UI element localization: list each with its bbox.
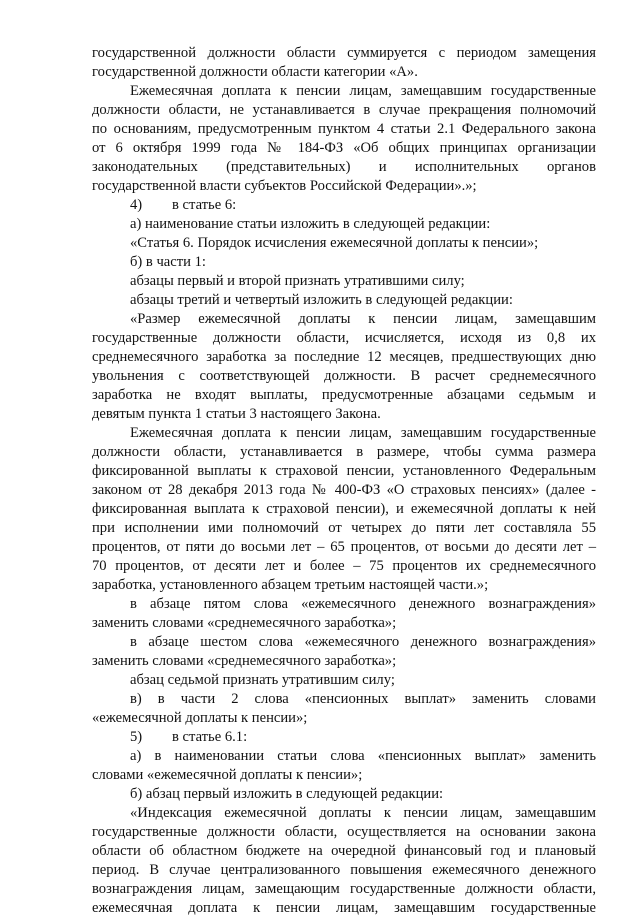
text-line: абзацы третий и четвертый изложить в следующей редакции: [130, 292, 513, 308]
text-line: «Статья 6. Порядок исчисления ежемесячной доплаты к пенсии»; [130, 235, 539, 251]
text-line: «Размер ежемесячной доплаты к пенсии лицам, замещавшим [130, 311, 596, 327]
text-line: в) в части 2 слова «пенсионных выплат» заменить словами [130, 691, 596, 707]
text-line: б) абзац первый изложить в следующей редакции: [130, 786, 444, 802]
text-line: а) наименование статьи изложить в следующей редакции: [130, 216, 491, 232]
text-line: процентов, от пяти до восьми лет – 65 процентов, от восьми до десяти лет – [92, 539, 596, 555]
text-line: вознаграждения лицам, замещающим государственные должности области, [92, 881, 596, 897]
text-line: а) в наименовании статьи слова «пенсионных выплат» заменить [130, 748, 596, 764]
text-line: б) в части 1: [130, 254, 206, 270]
text-line: заработка не входят выплаты, предусмотренные абзацами седьмым и [92, 387, 596, 403]
text-line: в абзаце шестом слова «ежемесячного денежного вознаграждения» [130, 634, 596, 650]
text-line: заменить словами «среднемесячного заработка»; [92, 615, 397, 631]
text-line: словами «ежемесячной доплаты к пенсии»; [92, 767, 363, 783]
text-line: от 6 октября 1999 года № 184-ФЗ «Об общих принципах организации [92, 140, 596, 156]
text-line: «ежемесячной доплаты к пенсии»; [92, 710, 308, 726]
text-line: в статье 6: [172, 197, 237, 213]
text-line: государственной власти субъектов Российской Федерации».»; [92, 178, 477, 194]
list-number: 4) [130, 197, 143, 213]
text-line: среднемесячного заработка за последние 12 месяцев, предшествующих дню [92, 349, 596, 365]
text-line: 70 процентов, от десяти лет и более – 75 процентов их среднемесячного [92, 558, 596, 574]
text-line: государственные должности области, исчисляется, исходя из 0,8 их [92, 330, 596, 346]
text-line: должности области, устанавливается в размере, чтобы сумма размера [92, 444, 596, 460]
text-line: период. В случае централизованного повышения ежемесячного денежного [92, 862, 596, 878]
text-line: при исполнении ими полномочий от четырех до пяти лет составляла 55 [92, 520, 596, 536]
list-number: 5) [130, 729, 143, 745]
text-line: в абзаце пятом слова «ежемесячного денежного вознаграждения» [130, 596, 596, 612]
text-line: абзац седьмой признать утратившим силу; [130, 672, 395, 688]
text-line: «Индексация ежемесячной доплаты к пенсии лицам, замещавшим [130, 805, 596, 821]
text-line: фиксированная выплата к страховой пенсии), и ежемесячной доплаты к ней [92, 501, 596, 517]
text-line: законодательных (представительных) и исполнительных органов [92, 159, 596, 175]
text-line: абзацы первый и второй признать утратившими силу; [130, 273, 465, 289]
text-line: заменить словами «среднемесячного заработка»; [92, 653, 397, 669]
text-line: девятым пункта 1 статьи 3 настоящего Закона. [92, 406, 381, 422]
text-line: в статье 6.1: [172, 729, 248, 745]
text-line: государственные должности области, осуществляется на основании закона [92, 824, 596, 840]
text-line: Ежемесячная доплата к пенсии лицам, замещавшим государственные [130, 425, 596, 441]
text-line: увольнения с соответствующей должности. В расчет среднемесячного [92, 368, 596, 384]
text-line: законом от 28 декабря 2013 года № 400-ФЗ «О страховых пенсиях» (далее - [92, 482, 596, 498]
text-line: ежемесячная доплата к пенсии лицам, замещавшим государственные [92, 900, 596, 916]
text-line: должности области, не устанавливается в случае прекращения полномочий [92, 102, 596, 118]
text-line: государственной должности области суммируется с периодом замещения [92, 45, 596, 61]
text-line: Ежемесячная доплата к пенсии лицам, замещавшим государственные [130, 83, 596, 99]
text-line: по основаниям, предусмотренным пунктом 4 статьи 2.1 Федерального закона [92, 121, 596, 137]
text-line: заработка, установленного абзацем третьим настоящей части.»; [92, 577, 489, 593]
text-line: государственной должности области категории «А». [92, 64, 418, 80]
text-line: области об областном бюджете на очередной финансовый год и плановый [92, 843, 596, 859]
text-line: фиксированной выплаты к страховой пенсии, установленного Федеральным [92, 463, 596, 479]
